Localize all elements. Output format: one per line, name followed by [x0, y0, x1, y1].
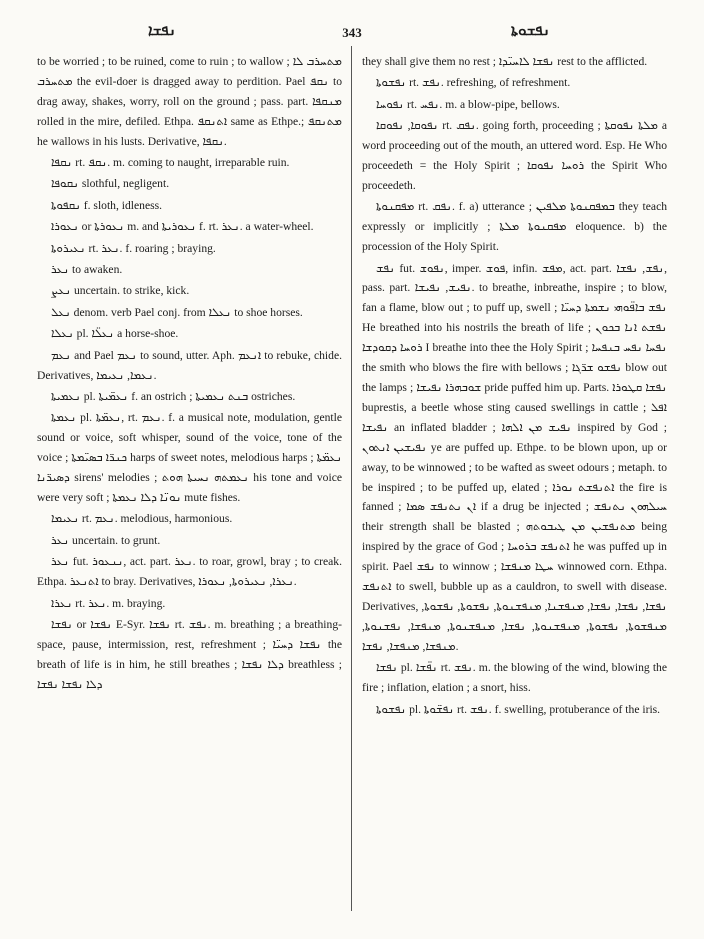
dictionary-entry: ܢܥܪܐ rt. ܢܥܪ. m. braying.	[51, 596, 166, 610]
dictionary-entry: ܢܦܘܚܐ rt. ܢܦܚ. m. a blow-pipe, bellows.	[376, 97, 560, 111]
dictionary-entry: ܢܦܫܐ pl. ܢܦ̈ܫܐ rt. ܢܦܫ. m. the blowing of the wind, blowing the fire ; inflation, elation ; a snort, hiss.	[362, 661, 667, 695]
dictionary-entry: ܢܥܡ and Pael ܢܥܡ to sound, utter. Aph. ܐܢܥܡ to rebuke, chide. Derivatives, ܢܥܡܐ, ܢܥܝܡܐ.	[37, 348, 342, 382]
dictionary-entry: ܢܩܦܘܬܐ f. sloth, idleness.	[51, 198, 163, 212]
dictionary-entry: ܢܥܝܡܐ rt. ܢܥܡ. melodious, harmonious.	[51, 512, 233, 526]
dictionary-entry: ܢܦܫ fut. ܢܦܘܫ, imper. ܦܘܫ, infin. ܡܦܫ, act. part. ܢܦܫ, ܢܦܫܐ, pass. part. ܢܦܝܫ, ܢܦܝܫܐ. to breathe, inbreathe, inspire ; to blow, fan a flame, blow out ; to puff up, swell ; ܢܦܫ ܒܐܦ̈ܘܗܝ ܢܫܡܬܐ ܕܚܝ̈ܐ He breathed into his nostrils the breath of life ; ܢܦܫܬ ܐܢܐ ܒܟܘܢ ܪܘܚܐ ܕܩܘܕܫܐ I breathe into thee the Holy Spirit ; ܢܦܚܐ ܢܦܚ ܒܢܦܚܐ the smith who blows the fire with bellows ; ܢܦܫܘ ܫܪ̈ܓܐ blow out the lamps ; ܫܘܒܗܪܐ ܢܦܝܫܐ pride puffed him up. Parts. ܢܦܫܐ ܩܛܘܪܐ buprestis, a beetle whose sting caused swellings in cattle ; ܐܦܠ ܢܦܝܫܐ an inflated bladder ; ܢܦܝܫ ܡܢ ܐܠܗܐ inspired by God ; ܢܦܝܫܝܢ ܐܢܬܘܢ ye are puffed up. Ethpe. to be blown upon, up or away, to be winnowed ; to be wafted as sweet odours ; metaph. to be inspired ; to be puffed up, elated ; ܐܬܢܦܫܬ ܢܘܪܐ the fire is fanned ; ܐܢ ܢܬܢܦܫ ܣܡܐ if a drug be injected ; ܚܝܠܗܘܢ ܢܬܢܦܫ their strength shall be blasted ; ܡܬܢܦܫܝܢ ܡܢ ܛܝܒܘܬܗ being inspired by the grace of God ; ܐܬܢܦܫ ܒܪܘܚܐ he was puffed up in spirit. Pael ܢܦܫ to winnow ; ܚܛܐ ܡܢܦܫܐ winnowed corn. Ethpa. ܐܬܢܦܫ to swell, bubble up as a cauldron, to swell with disease. Derivatives, ܢܦܫܐ, ܢܦܫܐ, ܢܦܫܐ, ܡܢܦܫܢܐ, ܡܢܦܫܢܘܬܐ, ܢܦܫܘܬܐ, ܢܦܫܘܬܐ, ܡܢܦܫܘܬܐ, ܢܦܫܘܬܐ, ܡܢܦܫܢܘܬܐ, ܢܦܫܐ, ܡܢܦܫܢܘܬܐ, ܡܢܦܫܐ, ܢܦܫܢܘܬܐ, ܡܢܦܫܐ, ܡܢܦܫܐ, ܢܦܫܐ.	[362, 261, 667, 653]
dictionary-entry: to be worried ; to be ruined, come to ruin ; to wallow ; ܡܬܚܪܒ ܠܐ ܡܬܚܪܒ the evil-doer is dragged away to perdition. Pael ܢܩܦ to drag away, shakes, worry, roll on the ground ; pass. part. ܡܢܩܦܐ rolled in the mire, defiled. Ethpa. ܐܬܢܩܦ same as Ethpe.; ܡܬܢܩܦ he wallows in his lusts. Derivative, ܢܩܦܐ.	[37, 55, 342, 148]
dictionary-entry: ܢܦܫܘܬܐ pl. ܢܦܫ̈ܘܬܐ rt. ܢܦܫ. f. swelling, protuberance of the iris.	[376, 702, 661, 716]
dictionary-entry: ܢܩܘܦܐ slothful, negligent.	[51, 177, 170, 191]
column-divider	[351, 46, 352, 911]
dictionary-entry: they shall give them no rest ; ܢܦܫܐ ܠܐܚܝ̈ܕܐ rest to the afflicted.	[362, 55, 648, 68]
dictionary-entry: ܢܥܪ fut. ܢܢܥܘܪ, act. part. ܢܥܪ. to roar, growl, bray ; to creak. Ethpa. ܐܬܢܥܪ to bray. Derivatives, ܢܥܪܐ, ܢܥܝܪܘܬܐ, ܢܥܘܪܐ.	[37, 555, 342, 589]
dictionary-entry: ܢܥܡܬܐ pl. ܢܥܡ̈ܬܐ, rt. ܢܥܡ. f. a musical note, modulation, gentle sound or voice, soft whisper, sound of the voice, tone of the voice ; ܟܢܪ̈ܐ ܒܣܝ̈ܡܬܐ harps of sweet notes, melodious harps ; ܢܥܡ̈ܬܐ ܕܣܝܪ̈ܢܐ sirens' melodies ; ܢܥܡܬܗ ܢܚܝܬܐ ܗܘܬ his tone and voice were very soft ; ܢܘܢ̈ܐ ܕܠܐ ܢܥܡܬܐ mute fishes.	[37, 411, 342, 505]
page-header	[36, 22, 668, 44]
dictionary-entry: ܢܥܪ to awaken.	[51, 263, 123, 277]
dictionary-entry: ܢܦܫܐ or ܢܦܫܐ E-Syr. ܢܦܫܐ rt. ܢܦܫ. m. breathing ; a breathing-space, pause, intermission, rest, refreshment ; ܢܦܫܐ ܕܚܝ̈ܐ the breath of life is in him, he still breathes ; ܕܠܐ ܢܦܫܐ breathless ; ܕܠܐ ܢܦܫܐ ܢܦܫܐ	[37, 617, 343, 691]
dictionary-entry: ܢܥܝܪܘܬܐ rt. ܢܥܪ. f. roaring ; braying.	[51, 241, 216, 255]
dictionary-entry: ܢܥܪ uncertain. to grunt.	[51, 533, 161, 547]
right-column	[362, 52, 667, 721]
page-number: 343	[342, 25, 362, 40]
dictionary-entry: ܡܦܩܢܘܬܐ rt. ܢܦܩ. f. a) utterance ; ܒܡܦܩܢܘܬܐ ܡܠܦܝܢ they teach expressly or implicitly ; ܡܦܩܢܘܬܐ ܡܠܬܐ eloquence. b) the procession of the Holy Spirit.	[362, 200, 668, 254]
dictionary-entry: ܢܥܠܐ pl. ܢܥܠ̈ܐ a horse-shoe.	[51, 327, 179, 341]
running-head-left: ܢܦܫܐ	[148, 23, 177, 39]
dictionary-entry: ܢܥܨ uncertain. to strike, kick.	[51, 284, 190, 298]
dictionary-entry: ܢܩܦܐ rt. ܢܩܦ. m. coming to naught, irreparable ruin.	[51, 156, 290, 170]
dictionary-entry: ܢܦܫܘܬܐ rt. ܢܦܫ. refreshing, of refreshment.	[376, 76, 571, 90]
dictionary-entry: ܢܦܘܩܐ, ܢܦܘܩܐ rt. ܢܦܩ. going forth, proceeding ; ܡܠܬܐ ܢܦܘܩܬܐ a word proceeding out of the mouth, an uttered word. Esp. He Who proceedeth = the Holy Spirit ; ܪܘܚܐ ܢܦܘܩܐ the Spirit Who proceedeth.	[362, 119, 667, 192]
left-column	[37, 52, 342, 696]
dictionary-entry: ܢܥܡܝܬܐ pl. ܢܥܡ̈ܝܬܐ f. an ostrich ; ܒܢܬ ܢܥܡܝܬܐ ostriches.	[51, 390, 296, 403]
dictionary-entry: ܢܥܠ denom. verb Pael conj. from ܢܥܠܐ to shoe horses.	[51, 305, 303, 319]
running-head-right: ܢܦܫܘܬܐ	[510, 23, 550, 39]
dictionary-entry: ܢܥܘܪܐ or ܢܥܘܪܬܐ m. and ܢܥܘܪܝܬܐ f. rt. ܢܥܪ. a water-wheel.	[51, 220, 314, 234]
